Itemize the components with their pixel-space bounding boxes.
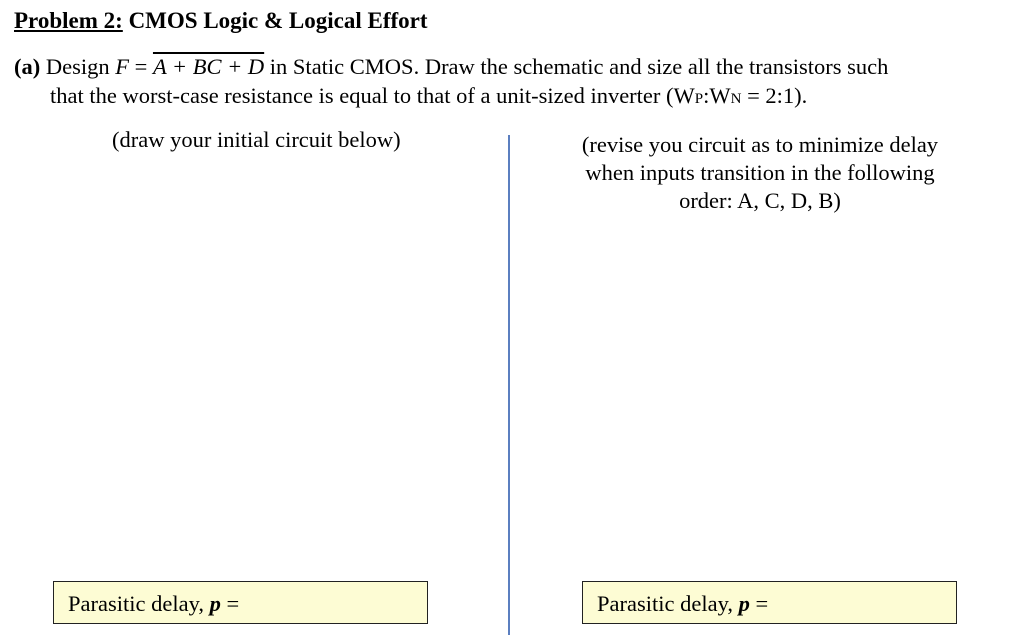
- design-word: Design: [45, 54, 110, 79]
- problem-title: [14, 8, 428, 34]
- question-line-2: [14, 81, 888, 114]
- equals-sign: =: [129, 54, 153, 79]
- ratio-value: = 2:1).: [741, 83, 808, 108]
- parasitic-delay-var: p: [209, 591, 221, 616]
- question-a: [14, 52, 888, 114]
- question-line-1-rest: in Static CMOS. Draw the schematic and size all the transistors such: [264, 54, 889, 79]
- ratio-separator: :W: [703, 83, 731, 108]
- column-divider: [508, 135, 510, 635]
- subscript-n: N: [730, 91, 742, 107]
- function-variable: F: [115, 54, 129, 79]
- parasitic-delay-var: p: [738, 591, 750, 616]
- right-caption: (revise you circuit as to minimize delay when inputs transition in the following order: A, C, D, B): [581, 132, 939, 213]
- parasitic-delay-eq: =: [749, 591, 769, 616]
- boolean-expression: A + BC + D: [152, 54, 265, 79]
- problem-heading: CMOS Logic & Logical Effort: [128, 8, 428, 33]
- question-line-2-text: that the worst-case resistance is equal to that of a unit-sized inverter (W: [50, 83, 695, 108]
- parasitic-delay-label: Parasitic delay,: [597, 591, 739, 616]
- parasitic-delay-box-left[interactable]: [53, 581, 428, 624]
- subscript-p: P: [694, 91, 704, 107]
- problem-number: Problem 2:: [14, 8, 123, 33]
- left-caption: (draw your initial circuit below): [112, 127, 401, 152]
- part-label: (a): [14, 54, 41, 79]
- parasitic-delay-label: Parasitic delay,: [68, 591, 210, 616]
- question-line-1: [14, 52, 888, 81]
- parasitic-delay-box-right[interactable]: [582, 581, 957, 624]
- parasitic-delay-eq: =: [220, 591, 240, 616]
